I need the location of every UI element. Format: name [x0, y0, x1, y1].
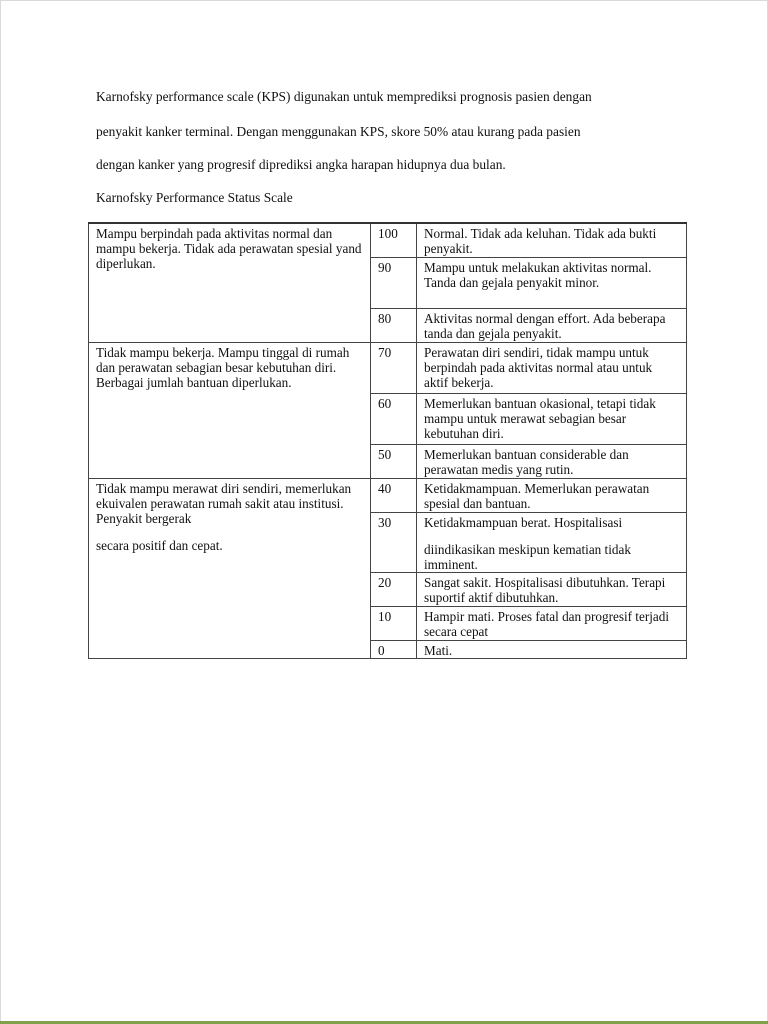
score-cell: 10 — [371, 606, 417, 640]
table-title: Karnofsky Performance Status Scale — [96, 190, 293, 205]
score-cell: 60 — [371, 393, 417, 444]
score-cell: 90 — [371, 257, 417, 308]
score-description: Hampir mati. Proses fatal dan progresif terjadi secara cepat — [417, 606, 687, 640]
score-description: Memerlukan bantuan okasional, tetapi tidak mampu untuk merawat sebagian besar kebutuhan diri. — [417, 393, 687, 444]
score-cell: 30 — [371, 512, 417, 572]
group-description-line-1: Tidak mampu merawat diri sendiri, memerlukan ekuivalen perawatan rumah sakit atau institusi. Penyakit bergerak — [96, 480, 352, 526]
score-cell: 50 — [371, 444, 417, 478]
score-description: Mampu untuk melakukan aktivitas normal. Tanda dan gejala penyakit minor. — [417, 257, 687, 308]
group-description — [89, 478, 371, 658]
score-cell: 0 — [371, 640, 417, 658]
score-description: Perawatan diri sendiri, tidak mampu untuk berpindah pada aktivitas normal atau untuk aktif bekerja. — [417, 342, 687, 393]
score-description-line-2: diindikasikan meskipun kematian tidak imminent. — [424, 541, 631, 572]
score-description: Normal. Tidak ada keluhan. Tidak ada bukti penyakit. — [417, 223, 687, 257]
score-description-line-1: Ketidakmampuan berat. Hospitalisasi — [424, 514, 623, 530]
score-description: Memerlukan bantuan considerable dan perawatan medis yang rutin. — [417, 444, 687, 478]
table-row — [89, 223, 687, 257]
kps-table — [88, 222, 687, 659]
score-description: Mati. — [417, 640, 687, 658]
group-description-line-2: secara positif dan cepat. — [96, 537, 223, 553]
score-description: Aktivitas normal dengan effort. Ada beberapa tanda dan gejala penyakit. — [417, 308, 687, 342]
score-cell: 20 — [371, 572, 417, 606]
intro-paragraph-line-2: penyakit kanker terminal. Dengan menggunakan KPS, skore 50% atau kurang pada pasien — [96, 124, 581, 139]
score-description — [417, 512, 687, 572]
score-cell: 40 — [371, 478, 417, 512]
intro-paragraph-line-3: dengan kanker yang progresif diprediksi angka harapan hidupnya dua bulan. — [96, 157, 506, 172]
score-description: Sangat sakit. Hospitalisasi dibutuhkan. Terapi suportif aktif dibutuhkan. — [417, 572, 687, 606]
intro-paragraph-line-1: Karnofsky performance scale (KPS) digunakan untuk memprediksi prognosis pasien dengan — [96, 89, 592, 104]
score-cell: 80 — [371, 308, 417, 342]
score-description: Ketidakmampuan. Memerlukan perawatan spesial dan bantuan. — [417, 478, 687, 512]
table-row — [89, 342, 687, 393]
group-description: Mampu berpindah pada aktivitas normal dan mampu bekerja. Tidak ada perawatan spesial yand diperlukan. — [89, 223, 371, 342]
score-cell: 100 — [371, 223, 417, 257]
group-description: Tidak mampu bekerja. Mampu tinggal di rumah dan perawatan sebagian besar kebutuhan diri. Berbagai jumlah bantuan diperlukan. — [89, 342, 371, 478]
score-cell: 70 — [371, 342, 417, 393]
table-row — [89, 478, 687, 512]
